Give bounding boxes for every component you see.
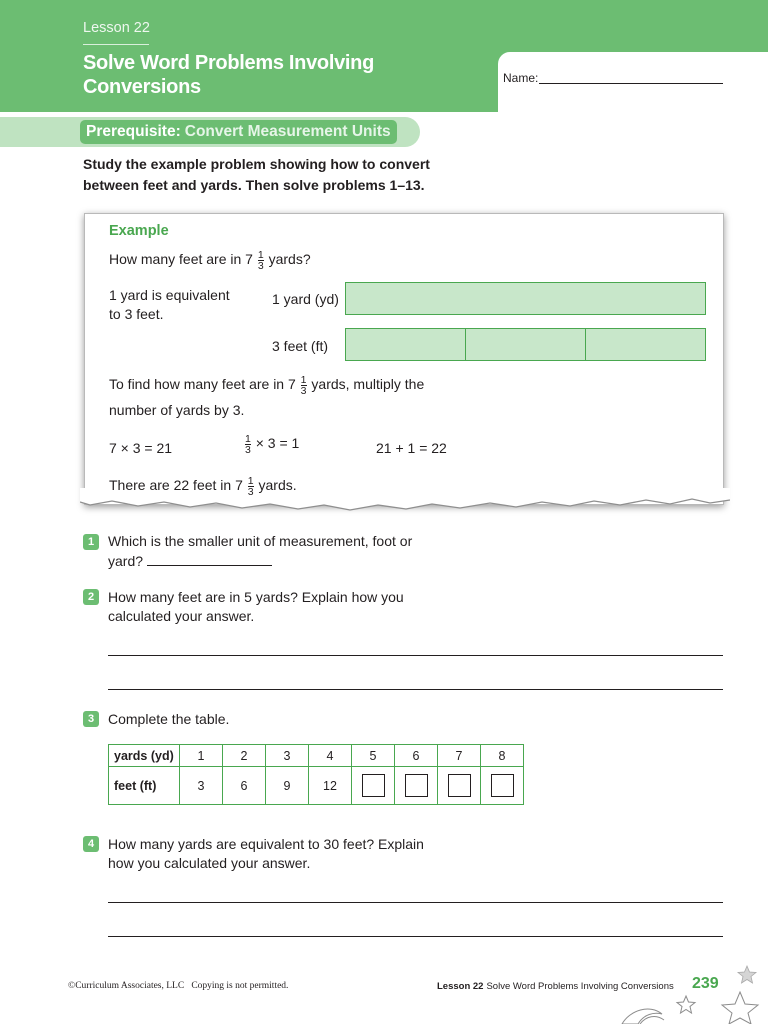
feet-tape-label: 3 feet (ft)	[272, 338, 329, 354]
lesson-label: Lesson 22	[83, 20, 150, 36]
question-4-answer-line[interactable]	[108, 902, 723, 903]
example-question-unit: yards?	[268, 251, 311, 268]
table-cell-answer[interactable]	[395, 767, 438, 805]
page-title-line-2: Conversions	[83, 76, 201, 98]
answer-box[interactable]	[491, 774, 514, 797]
fraction-one-third: $\frac{1}{3}$	[257, 249, 264, 272]
calculation-step-3: 21 + 1 = 22	[376, 440, 447, 456]
fraction-one-third: $\frac{1}{3}$	[247, 475, 254, 498]
method-explanation: To find how many feet are in 7 $\frac{1}{3}$ yards, multiply the number of yards by 3.	[109, 374, 425, 418]
example-answer: There are 22 feet in 7 $\frac{1}{3}$ yards.	[109, 475, 297, 498]
instructions	[83, 154, 483, 196]
table-cell: 7	[438, 745, 481, 767]
question-1: Which is the smaller unit of measurement, foot or yard?	[108, 533, 413, 569]
table-cell-answer[interactable]	[352, 767, 395, 805]
calculation-step-1: 7 × 3 = 21	[109, 440, 173, 456]
answer-box[interactable]	[448, 774, 471, 797]
question-2: How many feet are in 5 yards? Explain how you calculated your answer.	[108, 589, 404, 624]
question-1-answer-line[interactable]	[147, 551, 272, 566]
conversion-table	[108, 744, 524, 805]
feet-tape-diagram	[345, 328, 706, 361]
table-cell: 6	[223, 767, 266, 805]
table-cell: 3	[180, 767, 223, 805]
question-number-1: 1	[83, 534, 99, 550]
page-number: 239	[692, 975, 719, 992]
name-field[interactable]	[539, 83, 723, 84]
lesson-divider	[83, 44, 149, 45]
table-cell: 4	[309, 745, 352, 767]
tape-segment-divider	[585, 329, 586, 360]
table-cell-answer[interactable]	[438, 767, 481, 805]
answer-box[interactable]	[405, 774, 428, 797]
example-question	[109, 250, 311, 271]
example-heading: Example	[109, 223, 169, 239]
table-cell: 9	[266, 767, 309, 805]
table-cell: 2	[223, 745, 266, 767]
table-cell: 6	[395, 745, 438, 767]
fraction-one-third: $\frac{1}{3}$	[245, 433, 251, 456]
prerequisite-label: Prerequisite:	[86, 123, 181, 140]
name-tab	[498, 52, 768, 122]
question-number-2: 2	[83, 589, 99, 605]
instructions-line-2: between feet and yards. Then solve problems 1–13.	[83, 177, 425, 193]
question-number-4: 4	[83, 836, 99, 852]
question-2-answer-line[interactable]	[108, 689, 723, 690]
table-row-yards	[109, 745, 524, 767]
name-label: Name:	[503, 71, 539, 85]
yard-tape-diagram	[345, 282, 706, 315]
question-number-3: 3	[83, 711, 99, 727]
copyright-notice: ©Curriculum Associates, LLC Copying is not permitted.	[68, 981, 289, 991]
question-3: Complete the table.	[108, 711, 230, 727]
question-4-answer-line[interactable]	[108, 936, 723, 937]
answer-box[interactable]	[362, 774, 385, 797]
question-2-answer-line[interactable]	[108, 655, 723, 656]
table-cell: 5	[352, 745, 395, 767]
yard-tape-label: 1 yard (yd)	[272, 291, 339, 307]
stars-decoration-icon	[616, 962, 766, 1024]
instructions-line-1: Study the example problem showing how to convert	[83, 156, 430, 172]
table-cell: 3	[266, 745, 309, 767]
page-title	[83, 51, 374, 99]
prerequisite-topic: Convert Measurement Units	[184, 123, 391, 140]
table-cell-answer[interactable]	[481, 767, 524, 805]
tape-segment-divider	[465, 329, 466, 360]
table-header-yards: yards (yd)	[109, 745, 180, 767]
table-cell: 1	[180, 745, 223, 767]
page-title-line-1: Solve Word Problems Involving	[83, 52, 374, 74]
table-cell: 12	[309, 767, 352, 805]
prerequisite-banner	[80, 120, 397, 144]
example-question-text: How many feet are in 7	[109, 251, 253, 268]
fraction-one-third: $\frac{1}{3}$	[300, 374, 307, 397]
table-header-feet: feet (ft)	[109, 767, 180, 805]
equivalence-note: 1 yard is equivalent to 3 feet.	[109, 287, 230, 322]
table-row-feet	[109, 767, 524, 805]
question-4: How many yards are equivalent to 30 feet? Explain how you calculated your answer.	[108, 836, 424, 871]
table-cell: 8	[481, 745, 524, 767]
calculation-step-2: $\frac{1}{3}$ × 3 = 1	[245, 433, 300, 456]
footer-lesson-title: Lesson 22 Solve Word Problems Involving Conversions	[437, 981, 674, 992]
